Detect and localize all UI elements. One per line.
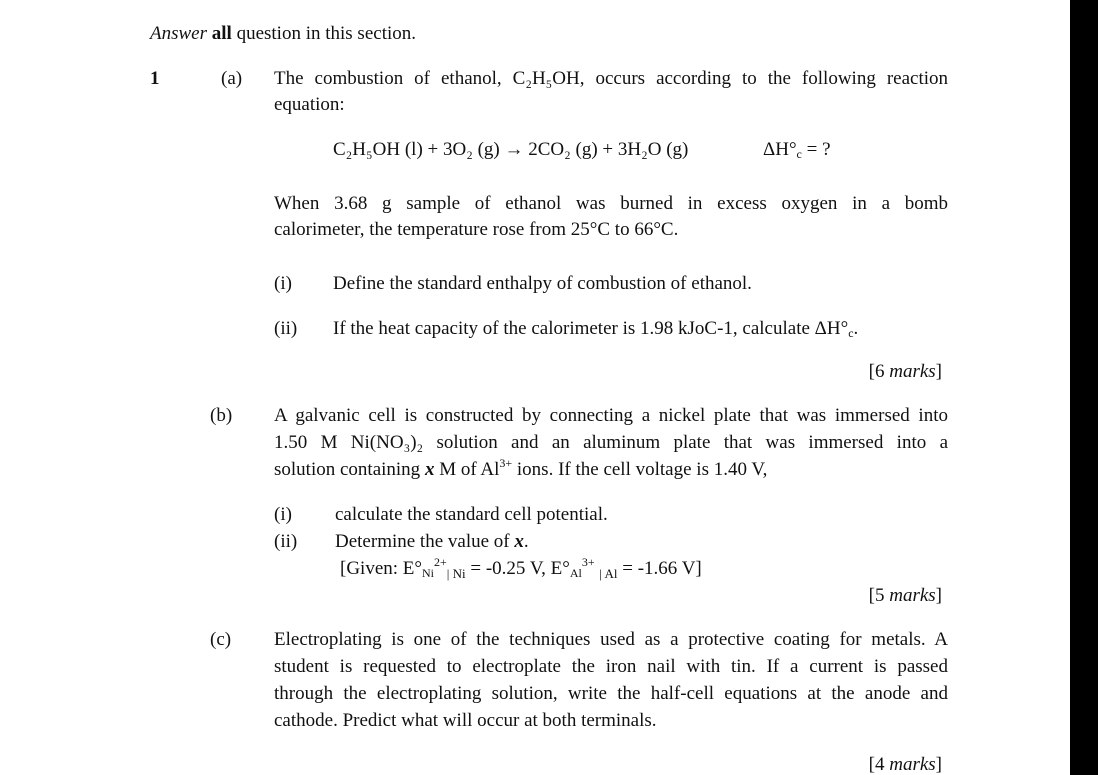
equation-lhs: C₂H₅OH (l) + 3O₂ (g) <box>333 139 500 160</box>
part-a-marks: [6 marks] <box>868 361 942 382</box>
part-b-marks: [5 marks] <box>868 585 942 606</box>
question-number: 1 <box>150 68 160 89</box>
part-a-ii-text: If the heat capacity of the calorimeter is 1.98 kJoC-1, calculate $\Delta H^\circ_c$. <box>333 318 859 340</box>
combustion-equation <box>333 137 688 163</box>
reaction-arrow: → <box>504 139 524 160</box>
given-potentials: [Given: $E^\circ_{Ni}^{2+}_{| Ni} = -0.25$ V, $E^\circ_{Al}^{3+}$ $_{| Al}$ = -1.66 V] <box>340 555 702 581</box>
instruction-line <box>150 21 416 47</box>
part-b-i-text: calculate the standard cell potential. <box>335 504 608 525</box>
part-a-i-label: (i) <box>274 273 292 294</box>
part-a-data-line2: calorimeter, the temperature rose from 25°C to 66°C. <box>274 219 679 240</box>
part-c-label: (c) <box>210 629 232 650</box>
part-a-intro-line1: The combustion of ethanol, C₂H₅OH, occurs according to the following reaction <box>274 68 948 89</box>
part-a-ii-label: (ii) <box>274 318 298 339</box>
part-b-line3: solution containing x M of $Al^{3+}$ ions. If the cell voltage is 1.40 V, <box>274 456 768 480</box>
instruction-all: all <box>211 23 232 44</box>
part-c-marks: [4 marks] <box>868 754 942 775</box>
part-c-line2: student is requested to electroplate the iron nail with tin. If a current is passed <box>274 656 948 677</box>
equation-rhs: 2CO₂ (g) + 3H₂O (g) <box>528 139 689 160</box>
part-a-i-text: Define the standard enthalpy of combustion of ethanol. <box>333 273 752 294</box>
instruction-rest: question in this section. <box>236 23 416 44</box>
part-b-i-label: (i) <box>274 504 292 525</box>
part-a-intro-line2: equation: <box>274 94 345 115</box>
screen-edge <box>1070 0 1098 775</box>
enthalpy-unknown: $\Delta H^\circ_c$ = ? <box>763 139 831 161</box>
instruction-answer: Answer <box>150 23 207 44</box>
part-b-label: (b) <box>210 405 233 426</box>
part-a-label: (a) <box>221 68 243 89</box>
part-b-ii-label: (ii) <box>274 531 298 552</box>
part-b-ii-text: Determine the value of x. <box>335 531 529 552</box>
part-a-data-line1: When 3.68 g sample of ethanol was burned in excess oxygen in a bomb <box>274 193 948 214</box>
part-b-line2: 1.50 M Ni(NO₃)₂ solution and an aluminum plate that was immersed into a <box>274 432 948 453</box>
part-c-line4: cathode. Predict what will occur at both terminals. <box>274 710 657 731</box>
part-c-line1: Electroplating is one of the techniques used as a protective coating for metals. A <box>274 629 948 650</box>
part-b-line1: A galvanic cell is constructed by connecting a nickel plate that was immersed into <box>274 405 948 426</box>
part-c-line3: through the electroplating solution, write the half-cell equations at the anode and <box>274 683 948 704</box>
